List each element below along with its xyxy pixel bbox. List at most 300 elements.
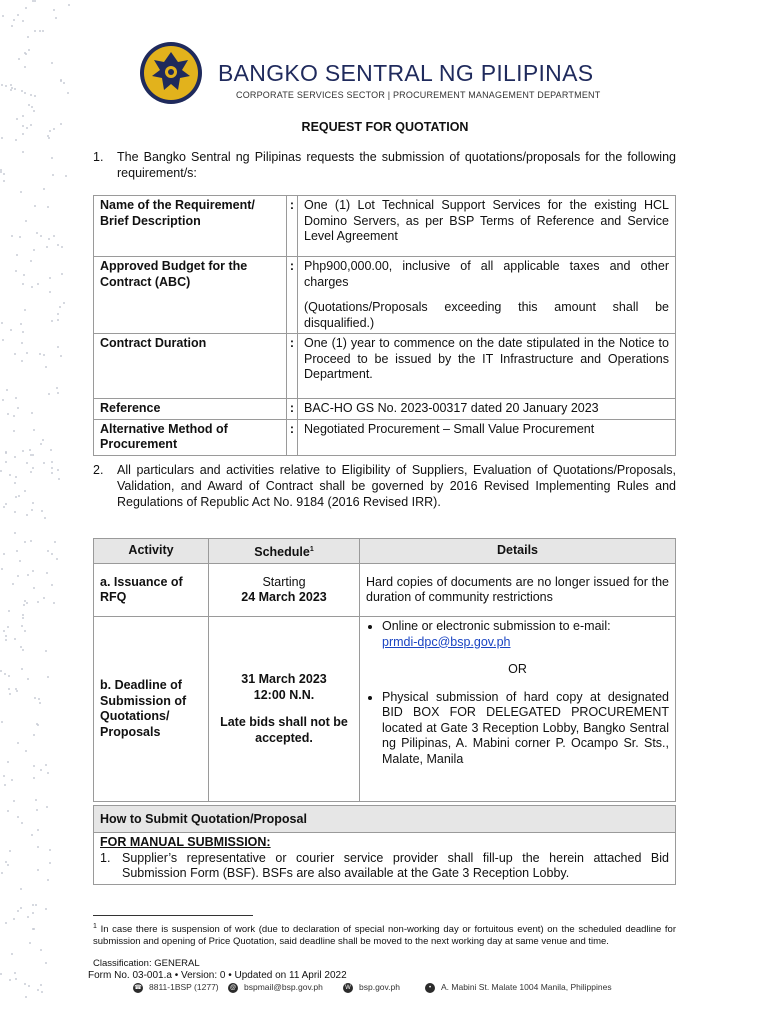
decorative-dot — [17, 407, 19, 409]
decorative-dot — [40, 949, 42, 951]
decorative-dot — [33, 587, 35, 589]
decorative-dot — [47, 772, 49, 774]
decorative-dot — [33, 734, 35, 736]
decorative-dot — [57, 392, 59, 394]
decorative-dot — [1, 872, 3, 874]
decorative-dot — [30, 471, 32, 473]
decorative-dot — [60, 79, 62, 81]
decorative-dot — [51, 553, 53, 555]
decorative-dot — [49, 277, 51, 279]
decorative-dot — [5, 503, 7, 505]
schedule-date: 24 March 2023 — [241, 590, 327, 604]
decorative-dot — [25, 996, 27, 998]
decorative-dot — [49, 849, 51, 851]
decorative-dot — [33, 429, 35, 431]
email-icon: @ — [229, 984, 237, 991]
decorative-dot — [11, 779, 13, 781]
decorative-dot — [52, 174, 54, 176]
decorative-dot — [37, 829, 39, 831]
decorative-dot — [26, 602, 28, 604]
decorative-dot — [17, 575, 19, 577]
phone-text: 8811-1BSP (1277) — [149, 982, 219, 992]
web-icon: W — [343, 983, 353, 993]
decorative-dot — [29, 942, 31, 944]
decorative-dot — [58, 478, 60, 480]
decorative-dot — [4, 673, 6, 675]
submission-options — [366, 619, 669, 650]
decorative-dot — [31, 412, 33, 414]
paragraph-number: 1. — [93, 150, 104, 164]
decorative-dot — [22, 617, 24, 619]
decorative-dot — [48, 393, 50, 395]
decorative-dot — [57, 346, 59, 348]
decorative-dot — [22, 115, 24, 117]
decorative-dot — [34, 205, 36, 207]
decorative-dot — [20, 888, 22, 890]
decorative-dot — [21, 625, 23, 627]
late-bids-note: Late bids shall not be accepted. — [220, 715, 348, 745]
table-row — [94, 196, 676, 257]
list-item — [382, 690, 669, 768]
decorative-dot — [14, 456, 16, 458]
decorative-dot — [14, 353, 16, 355]
decorative-dot — [3, 506, 5, 508]
decorative-dot — [42, 30, 44, 32]
decorative-dot — [5, 639, 7, 641]
contact-email[interactable] — [228, 982, 323, 993]
decorative-dot — [3, 173, 5, 175]
contact-phone — [133, 982, 219, 993]
decorative-dot — [51, 62, 53, 64]
decorative-dot — [51, 320, 53, 322]
decorative-dot — [15, 978, 17, 980]
decorative-dot-border — [0, 0, 90, 1024]
decorative-dot — [44, 517, 46, 519]
decorative-dot — [39, 702, 41, 704]
decorative-dot — [14, 511, 16, 513]
decorative-dot — [24, 309, 26, 311]
header-schedule-label: Schedule — [254, 544, 310, 559]
req-value: Negotiated Procurement – Small Value Procurement — [298, 419, 676, 455]
decorative-dot — [28, 49, 30, 51]
decorative-dot — [37, 283, 39, 285]
decorative-dot — [13, 415, 15, 417]
decorative-dot — [59, 306, 61, 308]
decorative-dot — [1, 322, 3, 324]
list-item — [100, 851, 669, 882]
decorative-dot — [38, 698, 40, 700]
decorative-dot — [2, 399, 4, 401]
decorative-dot — [3, 553, 5, 555]
decorative-dot — [63, 82, 65, 84]
decorative-dot — [15, 139, 17, 141]
decorative-dot — [9, 693, 11, 695]
phone-icon: ☎ — [134, 984, 142, 991]
decorative-dot — [22, 283, 24, 285]
how-to-submit-box — [93, 805, 676, 885]
decorative-dot — [33, 110, 35, 112]
decorative-dot — [1, 721, 3, 723]
req-label: Approved Budget for the Contract (ABC) — [94, 257, 287, 334]
decorative-dot — [13, 800, 15, 802]
decorative-dot — [7, 864, 9, 866]
decorative-dot — [68, 4, 70, 6]
decorative-dot — [57, 319, 59, 321]
decorative-dot — [20, 646, 22, 648]
decorative-dot — [24, 490, 26, 492]
decorative-dot — [34, 95, 36, 97]
decorative-dot — [31, 834, 33, 836]
decorative-dot — [7, 413, 9, 415]
decorative-dot — [13, 918, 15, 920]
decorative-dot — [11, 25, 13, 27]
list-item — [382, 619, 669, 650]
decorative-dot — [18, 495, 20, 497]
decorative-dot — [21, 822, 23, 824]
table-row — [94, 617, 676, 802]
decorative-dot — [1, 84, 3, 86]
header-schedule — [209, 539, 360, 564]
org-subtitle: CORPORATE SERVICES SECTOR | PROCUREMENT MANAGEMENT DEPARTMENT — [236, 90, 601, 100]
or-separator: OR — [508, 662, 527, 676]
decorative-dot — [5, 922, 7, 924]
decorative-dot — [39, 353, 41, 355]
decorative-dot — [45, 908, 47, 910]
req-value: BAC-HO GS No. 2023-00317 dated 20 January 2023 — [298, 399, 676, 420]
decorative-dot — [14, 88, 16, 90]
decorative-dot — [0, 171, 2, 173]
decorative-dot — [3, 180, 5, 182]
decorative-dot — [27, 678, 29, 680]
decorative-dot — [30, 540, 32, 542]
letterhead — [138, 40, 698, 110]
decorative-dot — [63, 302, 65, 304]
online-option: Online or electronic submission to e-mail: — [382, 619, 611, 633]
decorative-dot — [51, 472, 53, 474]
decorative-dot — [33, 928, 35, 930]
decorative-dot — [15, 270, 17, 272]
requirements-table — [93, 195, 676, 456]
footnote-text: In case there is suspension of work (due to declaration of special non-working day or fortuitous event) on the scheduled deadline for submission and opening of Price Quotation, said deadline shall be moved to the next working day at same venue and time. — [93, 924, 677, 948]
decorative-dot — [53, 9, 55, 11]
decorative-dot — [45, 650, 47, 652]
decorative-dot — [21, 342, 23, 344]
decorative-dot — [51, 461, 53, 463]
colon: : — [287, 419, 298, 455]
decorative-dot — [49, 291, 51, 293]
email-text[interactable]: bspmail@bsp.gov.ph — [244, 982, 323, 992]
decorative-dot — [57, 313, 59, 315]
address-text: A. Mabini St. Malate 1004 Manila, Philippines — [441, 982, 612, 992]
decorative-dot — [56, 558, 58, 560]
decorative-dot — [15, 397, 17, 399]
decorative-dot — [11, 953, 13, 955]
decorative-dot — [24, 541, 26, 543]
decorative-dot — [47, 206, 49, 208]
decorative-dot — [1, 568, 3, 570]
paragraph-text: The Bangko Sentral ng Pilipinas requests the submission of quotations/proposals for the following requirement/s: — [117, 150, 676, 180]
schedule-cell — [209, 617, 360, 802]
decorative-dot — [53, 602, 55, 604]
decorative-dot — [53, 235, 55, 237]
decorative-dot — [28, 985, 30, 987]
decorative-dot — [8, 675, 10, 677]
decorative-dot — [34, 697, 36, 699]
decorative-dot — [49, 862, 51, 864]
decorative-dot — [47, 550, 49, 552]
item-text: Supplier’s representative or courier service provider shall fill-up the herein attached Bid Submission Form (BSF). BSFs are also available at the Gate 3 Reception Lobby. — [122, 850, 669, 880]
decorative-dot — [48, 137, 50, 139]
decorative-dot — [13, 430, 15, 432]
decorative-dot — [29, 449, 31, 451]
decorative-dot — [16, 690, 18, 692]
manual-submission-label: FOR MANUAL SUBMISSION: — [100, 835, 271, 849]
activity-cell: b. Deadline of Submission of Quotations/ Proposals — [94, 617, 209, 802]
abc-amount: Php900,000.00, inclusive of all applicable taxes and other charges — [304, 259, 669, 289]
decorative-dot — [26, 514, 28, 516]
decorative-dot — [6, 389, 8, 391]
footnote — [93, 921, 676, 948]
decorative-dot — [43, 354, 45, 356]
decorative-dot — [61, 273, 63, 275]
decorative-dot — [39, 30, 41, 32]
abc-note: (Quotations/Proposals exceeding this amount shall be disqualified.) — [304, 300, 669, 330]
decorative-dot — [15, 496, 17, 498]
decorative-dot — [32, 502, 34, 504]
decorative-dot — [5, 461, 7, 463]
decorative-dot — [40, 769, 42, 771]
decorative-dot — [42, 439, 44, 441]
decorative-dot — [51, 157, 53, 159]
decorative-dot — [30, 260, 32, 262]
decorative-dot — [12, 583, 14, 585]
decorative-dot — [30, 94, 32, 96]
decorative-dot — [35, 904, 37, 906]
decorative-dot — [19, 236, 21, 238]
location-icon: • — [425, 983, 435, 993]
decorative-dot — [20, 323, 22, 325]
decorative-dot — [55, 17, 57, 19]
how-to-submit-body — [94, 833, 675, 884]
footnote-ref: 1 — [309, 545, 314, 553]
bsp-seal-icon — [138, 40, 204, 106]
table-row — [94, 334, 676, 399]
decorative-dot — [36, 232, 38, 234]
decorative-dot — [21, 90, 23, 92]
decorative-dot — [46, 246, 48, 248]
schedule-time: 12:00 N.N. — [253, 687, 315, 702]
decorative-dot — [5, 452, 7, 454]
paragraph-text: All particulars and activities relative to Eligibility of Suppliers, Evaluation of Quotations/Proposals, Validation, and Award of Contract shall be governed by 2016 Revised Implementing Rules and Regulations of Republic Act No. 9184 (2016 Revised IRR). — [117, 463, 676, 509]
req-label: Alternative Method of Procurement — [94, 419, 287, 455]
classification: Classification: GENERAL — [93, 958, 200, 969]
decorative-dot — [20, 907, 22, 909]
decorative-dot — [7, 761, 9, 763]
decorative-dot — [60, 355, 62, 357]
decorative-dot — [32, 0, 34, 2]
footnote-divider — [93, 915, 253, 916]
decorative-dot — [22, 450, 24, 452]
decorative-dot — [67, 92, 69, 94]
decorative-dot — [31, 509, 33, 511]
decorative-dot — [9, 474, 11, 476]
paragraph-1 — [93, 149, 676, 183]
decorative-dot — [56, 387, 58, 389]
decorative-dot — [50, 449, 52, 451]
decorative-dot — [28, 104, 30, 106]
details-cell: Hard copies of documents are no longer issued for the duration of community restrictions — [360, 564, 676, 617]
req-label: Contract Duration — [94, 334, 287, 399]
req-label: Reference — [94, 399, 287, 420]
decorative-dot — [4, 784, 6, 786]
decorative-dot — [37, 601, 39, 603]
decorative-dot — [22, 20, 24, 22]
decorative-dot — [33, 249, 35, 251]
decorative-dot — [32, 454, 34, 456]
decorative-dot — [24, 983, 26, 985]
decorative-dot — [57, 469, 59, 471]
table-row — [94, 257, 676, 334]
decorative-dot — [36, 809, 38, 811]
decorative-dot — [23, 274, 25, 276]
schedule-table — [93, 538, 676, 802]
decorative-dot — [57, 244, 59, 246]
decorative-dot — [10, 329, 12, 331]
physical-option: Physical submission of hard copy at designated BID BOX FOR DELEGATED PROCUREMENT located at Gate 3 Reception Lobby, Bangko Sentral ng Pilipinas, A. Mabini corner P. Ocampo Sr. Sts., Malate, Manila — [382, 689, 669, 766]
decorative-dot — [3, 630, 5, 632]
colon: : — [287, 196, 298, 257]
req-value — [298, 257, 676, 334]
decorative-dot — [17, 14, 19, 16]
decorative-dot — [24, 66, 26, 68]
decorative-dot — [18, 58, 20, 60]
how-to-submit-title: How to Submit Quotation/Proposal — [94, 806, 675, 833]
decorative-dot — [14, 532, 16, 534]
decorative-dot — [27, 574, 29, 576]
colon: : — [287, 399, 298, 420]
decorative-dot — [31, 286, 33, 288]
decorative-dot — [46, 806, 48, 808]
decorative-dot — [41, 510, 43, 512]
req-label: Name of the Requirement/ Brief Description — [94, 196, 287, 257]
decorative-dot — [0, 973, 2, 975]
decorative-dot — [17, 910, 19, 912]
decorative-dot — [32, 912, 34, 914]
decorative-dot — [46, 572, 48, 574]
decorative-dot — [22, 649, 24, 651]
decorative-dot — [21, 668, 23, 670]
decorative-dot — [5, 85, 7, 87]
decorative-dot — [8, 688, 10, 690]
decorative-dot — [15, 476, 17, 478]
decorative-dot — [5, 635, 7, 637]
decorative-dot — [32, 904, 34, 906]
req-value: One (1) year to commence on the date stipulated in the Notice to Proceed to be issued by the IT Infrastructure and Operations Department. — [298, 334, 676, 399]
decorative-dot — [16, 550, 18, 552]
decorative-dot — [40, 235, 42, 237]
schedule-date: 31 March 2023 — [241, 672, 327, 686]
table-row — [94, 564, 676, 617]
decorative-dot — [47, 676, 49, 678]
decorative-dot — [17, 742, 19, 744]
decorative-dot — [61, 246, 63, 248]
decorative-dot — [40, 443, 42, 445]
decorative-dot — [11, 235, 13, 237]
contact-web[interactable] — [343, 982, 400, 993]
decorative-dot — [8, 610, 10, 612]
decorative-dot — [9, 979, 11, 981]
decorative-dot — [22, 331, 24, 333]
colon: : — [287, 257, 298, 334]
web-text[interactable]: bsp.gov.ph — [359, 982, 400, 992]
decorative-dot — [26, 352, 28, 354]
decorative-dot — [24, 630, 26, 632]
decorative-dot — [65, 175, 67, 177]
decorative-dot — [22, 614, 24, 616]
decorative-dot — [51, 467, 53, 469]
decorative-dot — [43, 597, 45, 599]
submission-options — [366, 690, 669, 768]
decorative-dot — [27, 36, 29, 38]
header-details: Details — [360, 539, 676, 564]
decorative-dot — [7, 810, 9, 812]
org-name: BANGKO SENTRAL NG PILIPINAS — [218, 60, 594, 86]
paragraph-2 — [93, 462, 676, 528]
decorative-dot — [0, 169, 2, 171]
header-activity: Activity — [94, 539, 209, 564]
document-title: REQUEST FOR QUOTATION — [301, 120, 469, 134]
schedule-line: Starting — [262, 574, 306, 589]
contact-address — [425, 982, 612, 993]
decorative-dot — [25, 7, 27, 9]
decorative-dot — [14, 972, 16, 974]
decorative-dot — [0, 670, 2, 672]
decorative-dot — [43, 188, 45, 190]
table-header-row — [94, 539, 676, 564]
details-cell — [360, 617, 676, 802]
decorative-dot — [35, 799, 37, 801]
decorative-dot — [19, 560, 21, 562]
decorative-dot — [45, 764, 47, 766]
decorative-dot — [9, 850, 11, 852]
decorative-dot — [16, 254, 18, 256]
decorative-dot — [41, 991, 43, 993]
decorative-dot — [45, 366, 47, 368]
req-value: One (1) Lot Technical Support Services for the existing HCL Domino Servers, as per BSP Terms of Reference and Service Level Agreement — [298, 196, 676, 257]
decorative-dot — [0, 470, 2, 472]
decorative-dot — [37, 989, 39, 991]
decorative-dot — [10, 89, 12, 91]
decorative-dot — [37, 869, 39, 871]
decorative-dot — [3, 775, 5, 777]
decorative-dot — [2, 15, 4, 17]
schedule-cell — [209, 564, 360, 617]
decorative-dot — [1, 137, 3, 139]
table-row — [94, 419, 676, 455]
decorative-dot — [32, 570, 34, 572]
decorative-dot — [23, 604, 25, 606]
decorative-dot — [25, 220, 27, 222]
decorative-dot — [34, 0, 36, 2]
decorative-dot — [14, 638, 16, 640]
decorative-dot — [48, 238, 50, 240]
decorative-dot — [37, 846, 39, 848]
decorative-dot — [5, 861, 7, 863]
decorative-dot — [22, 151, 24, 153]
email-link[interactable]: prmdi-dpc@bsp.gov.ph — [382, 634, 511, 649]
decorative-dot — [32, 467, 34, 469]
decorative-dot — [7, 626, 9, 628]
